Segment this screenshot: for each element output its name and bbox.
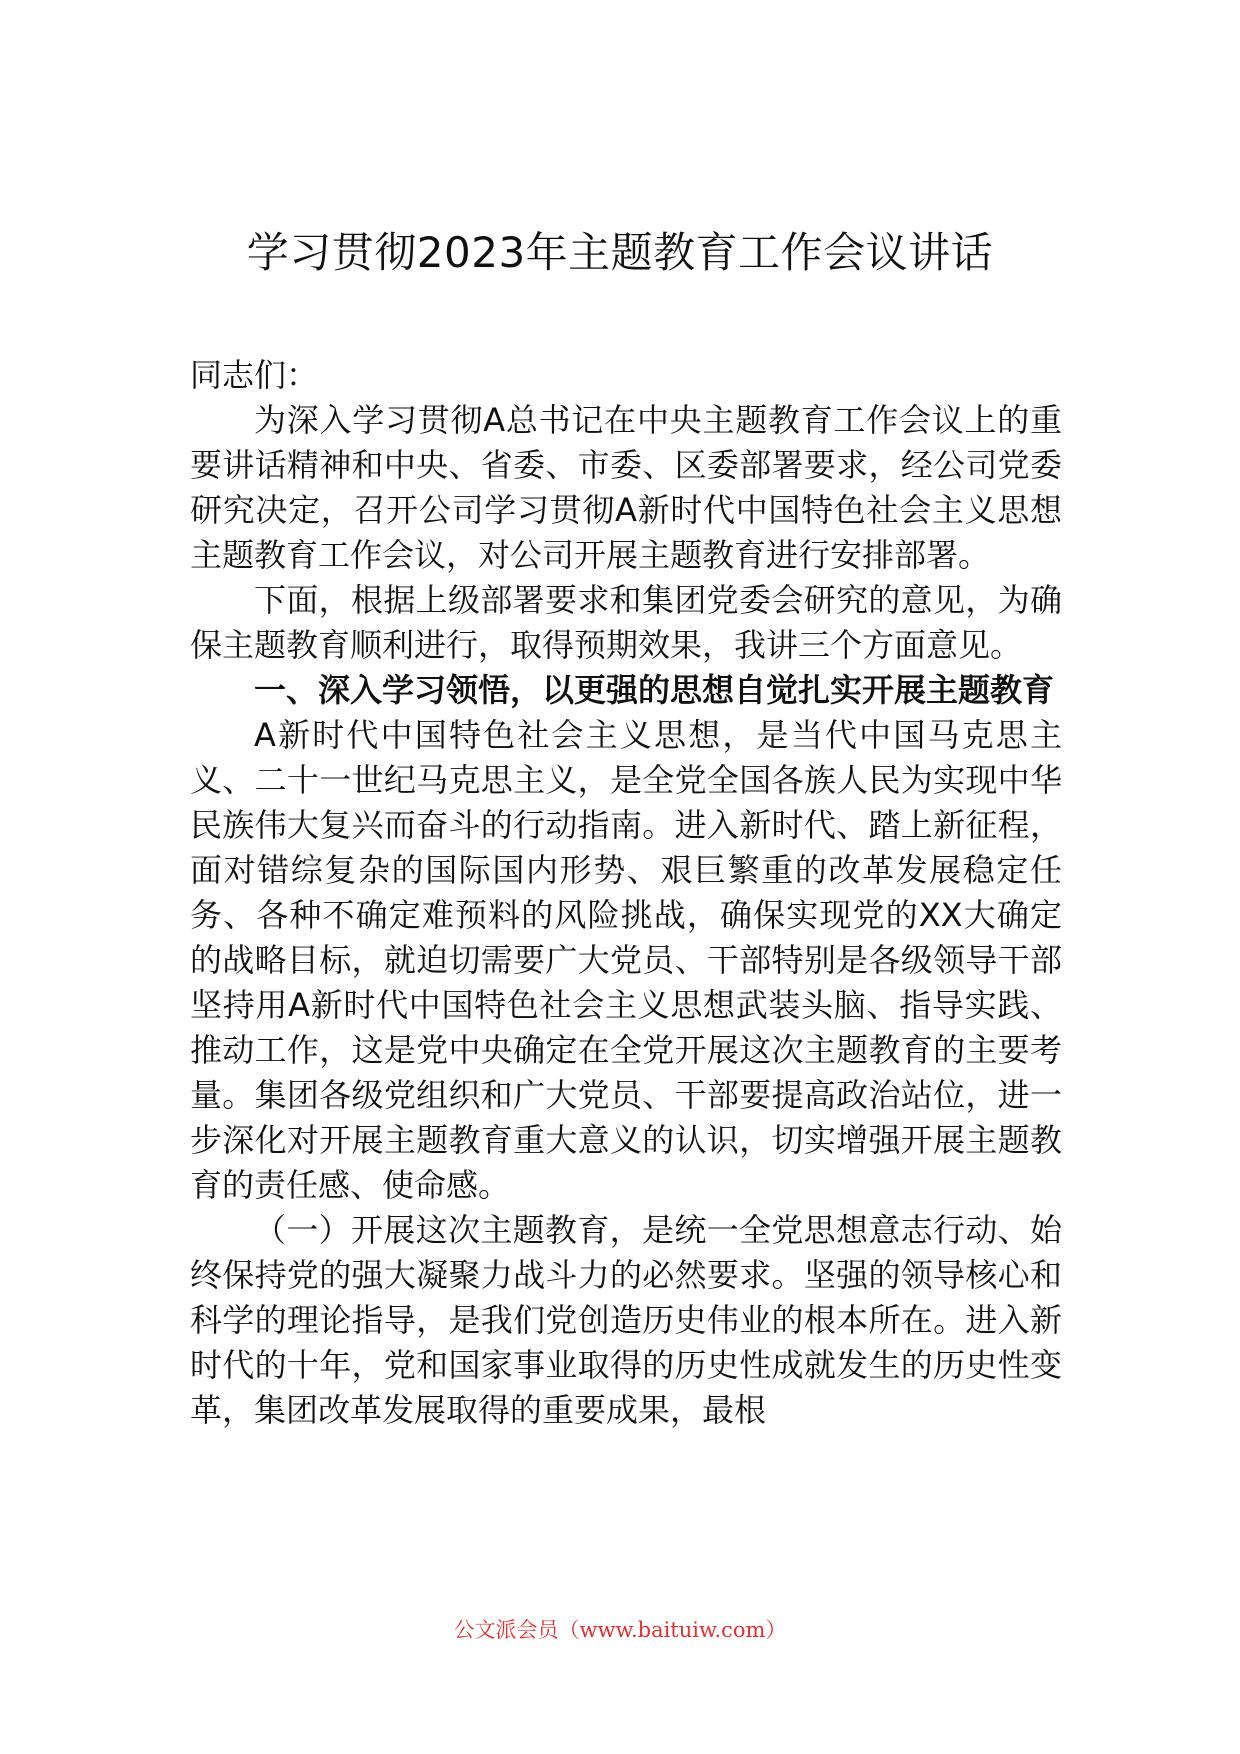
paragraph-outline: 下面，根据上级部署要求和集团党委会研究的意见，为确保主题教育顺利进行，取得预期效果，我讲三个方面意见。: [190, 581, 1062, 664]
paragraph-intro: 为深入学习贯彻A总书记在中央主题教育工作会议上的重要讲话精神和中央、省委、市委、区委部署要求，经公司党委研究决定，召开公司学习贯彻A新时代中国特色社会主义思想主题教育工作会议，对公司开展主题教育进行安排部署。: [190, 401, 1062, 574]
salutation: 同志们：: [190, 356, 319, 394]
document-body: [190, 353, 1062, 1433]
paragraph-subsection-one: （一）开展这次主题教育，是统一全党思想意志行动、始终保持党的强大凝聚力战斗力的必然要求。坚强的领导核心和科学的理论指导，是我们党创造历史伟业的根本所在。进入新时代的十年，党和国家事业取得的历史性成就发生的历史性变革，集团改革发展取得的重要成果，最根: [190, 1211, 1062, 1429]
footer-watermark: 公文派会员（www.baituiw.com）: [453, 1618, 787, 1642]
paragraph-section-body: A新时代中国特色社会主义思想，是当代中国马克思主义、二十一世纪马克思主义，是全党全国各族人民为实现中华民族伟大复兴而奋斗的行动指南。进入新时代、踏上新征程，面对错综复杂的国际国内形势、艰巨繁重的改革发展稳定任务、各种不确定难预料的风险挑战，确保实现党的XX大确定的战略目标，就迫切需要广大党员、干部特别是各级领导干部坚持用A新时代中国特色社会主义思想武装头脑、指导实践、推动工作，这是党中央确定在全党开展这次主题教育的主要考量。集团各级党组织和广大党员、干部要提高政治站位，进一步深化对开展主题教育重大意义的认识，切实增强开展主题教育的责任感、使命感。: [190, 716, 1062, 1204]
document-title: 学习贯彻2023年主题教育工作会议讲话: [246, 228, 994, 277]
section-heading: 一、深入学习领悟，以更强的思想自觉扎实开展主题教育: [254, 671, 1055, 709]
